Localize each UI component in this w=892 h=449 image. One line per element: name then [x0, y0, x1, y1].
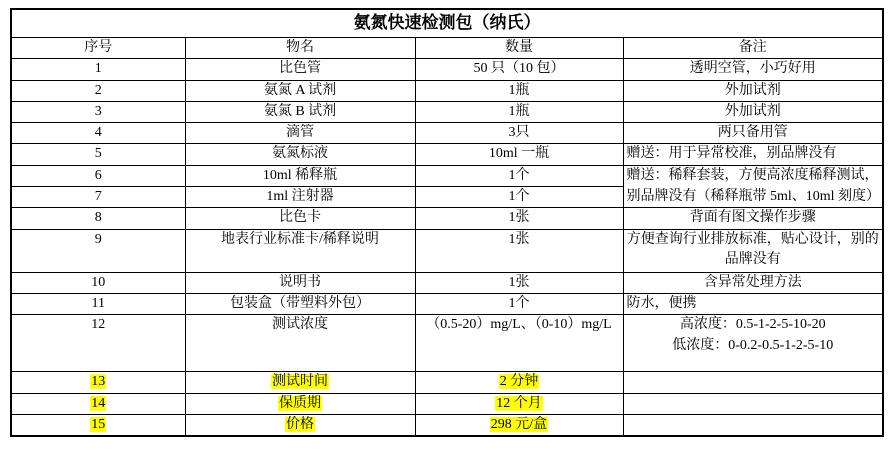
table-row [11, 144, 883, 165]
table-row [11, 123, 883, 144]
highlighted-text: 测试时间 [272, 374, 328, 390]
cell-no: 10 [11, 272, 185, 293]
cell-qty: 1个 [415, 187, 623, 208]
cell-no: 8 [11, 208, 185, 229]
cell-no [11, 414, 185, 436]
remark-line-high: 高浓度：0.5-1-2-5-10-20 [679, 317, 826, 333]
cell-remark [623, 315, 883, 372]
cell-no: 9 [11, 229, 185, 272]
table-row [11, 101, 883, 122]
column-header-qty: 数量 [415, 38, 623, 59]
table-row [11, 165, 883, 186]
cell-name: 比色卡 [185, 208, 415, 229]
cell-qty [415, 414, 623, 436]
cell-remark [623, 414, 883, 436]
cell-remark: 含异常处理方法 [623, 272, 883, 293]
table-row [11, 59, 883, 80]
cell-no [11, 372, 185, 393]
cell-qty: 1张 [415, 272, 623, 293]
cell-name: 氨氮标液 [185, 144, 415, 165]
cell-name [185, 393, 415, 414]
cell-name: 氨氮 A 试剂 [185, 80, 415, 101]
cell-qty: 3只 [415, 123, 623, 144]
cell-qty: 1张 [415, 229, 623, 272]
product-spec-table [10, 8, 884, 437]
cell-name: 包装盒（带塑料外包） [185, 293, 415, 314]
cell-qty [415, 393, 623, 414]
cell-name: 氨氮 B 试剂 [185, 101, 415, 122]
cell-remark: 两只备用管 [623, 123, 883, 144]
cell-name [185, 414, 415, 436]
table-row [11, 80, 883, 101]
table-row [11, 393, 883, 414]
highlighted-text: 13 [91, 374, 106, 390]
table-row [11, 293, 883, 314]
cell-no: 12 [11, 315, 185, 372]
table-row [11, 414, 883, 436]
table-row [11, 372, 883, 393]
table-title: 氨氮快速检测包（纳氏） [11, 9, 883, 38]
highlighted-text: 298 元/盒 [490, 416, 548, 432]
cell-name: 比色管 [185, 59, 415, 80]
cell-qty [415, 372, 623, 393]
column-header-no: 序号 [11, 38, 185, 59]
cell-remark: 外加试剂 [623, 80, 883, 101]
cell-remark [623, 372, 883, 393]
cell-name: 10ml 稀释瓶 [185, 165, 415, 186]
column-header-name: 物名 [185, 38, 415, 59]
cell-remark: 外加试剂 [623, 101, 883, 122]
highlighted-text: 价格 [286, 416, 314, 432]
cell-qty: 50 只（10 包） [415, 59, 623, 80]
cell-qty: 1个 [415, 293, 623, 314]
cell-qty: 10ml 一瓶 [415, 144, 623, 165]
title-row [11, 9, 883, 38]
highlighted-text: 12 个月 [496, 395, 542, 411]
cell-remark: 方便查询行业排放标准，贴心设计，别的品牌没有 [623, 229, 883, 272]
cell-remark: 背面有图文操作步骤 [623, 208, 883, 229]
cell-no: 2 [11, 80, 185, 101]
highlighted-text: 15 [91, 416, 106, 432]
column-header-remark: 备注 [623, 38, 883, 59]
cell-no: 11 [11, 293, 185, 314]
cell-qty: 1张 [415, 208, 623, 229]
table-row [11, 208, 883, 229]
cell-qty: （0.5-20）mg/L、（0-10）mg/L [415, 315, 623, 372]
cell-name: 1ml 注射器 [185, 187, 415, 208]
cell-no: 6 [11, 165, 185, 186]
cell-name: 测试浓度 [185, 315, 415, 372]
cell-remark: 赠送：用于异常校准，别品牌没有 [623, 144, 883, 165]
highlighted-text: 14 [91, 395, 106, 411]
table-row [11, 315, 883, 372]
cell-no: 4 [11, 123, 185, 144]
cell-name: 地表行业标准卡/稀释说明 [185, 229, 415, 272]
cell-name: 滴管 [185, 123, 415, 144]
cell-remark: 透明空管，小巧好用 [623, 59, 883, 80]
highlighted-text: 保质期 [279, 395, 321, 411]
cell-no [11, 393, 185, 414]
cell-no: 7 [11, 187, 185, 208]
cell-remark: 防水，便携 [623, 293, 883, 314]
cell-name [185, 372, 415, 393]
cell-no: 1 [11, 59, 185, 80]
cell-remark-merged: 赠送：稀释套装，方便高浓度稀释测试，别品牌没有（稀释瓶带 5ml、10ml 刻度） [623, 165, 883, 208]
cell-no: 3 [11, 101, 185, 122]
highlighted-text: 2 分钟 [499, 374, 539, 390]
cell-no: 5 [11, 144, 185, 165]
header-row [11, 38, 883, 59]
cell-qty: 1个 [415, 165, 623, 186]
cell-remark [623, 393, 883, 414]
cell-qty: 1瓶 [415, 101, 623, 122]
table-row [11, 229, 883, 272]
cell-qty: 1瓶 [415, 80, 623, 101]
table-row [11, 272, 883, 293]
cell-name: 说明书 [185, 272, 415, 293]
remark-line-low: 低浓度：0-0.2-0.5-1-2-5-10 [672, 337, 834, 353]
